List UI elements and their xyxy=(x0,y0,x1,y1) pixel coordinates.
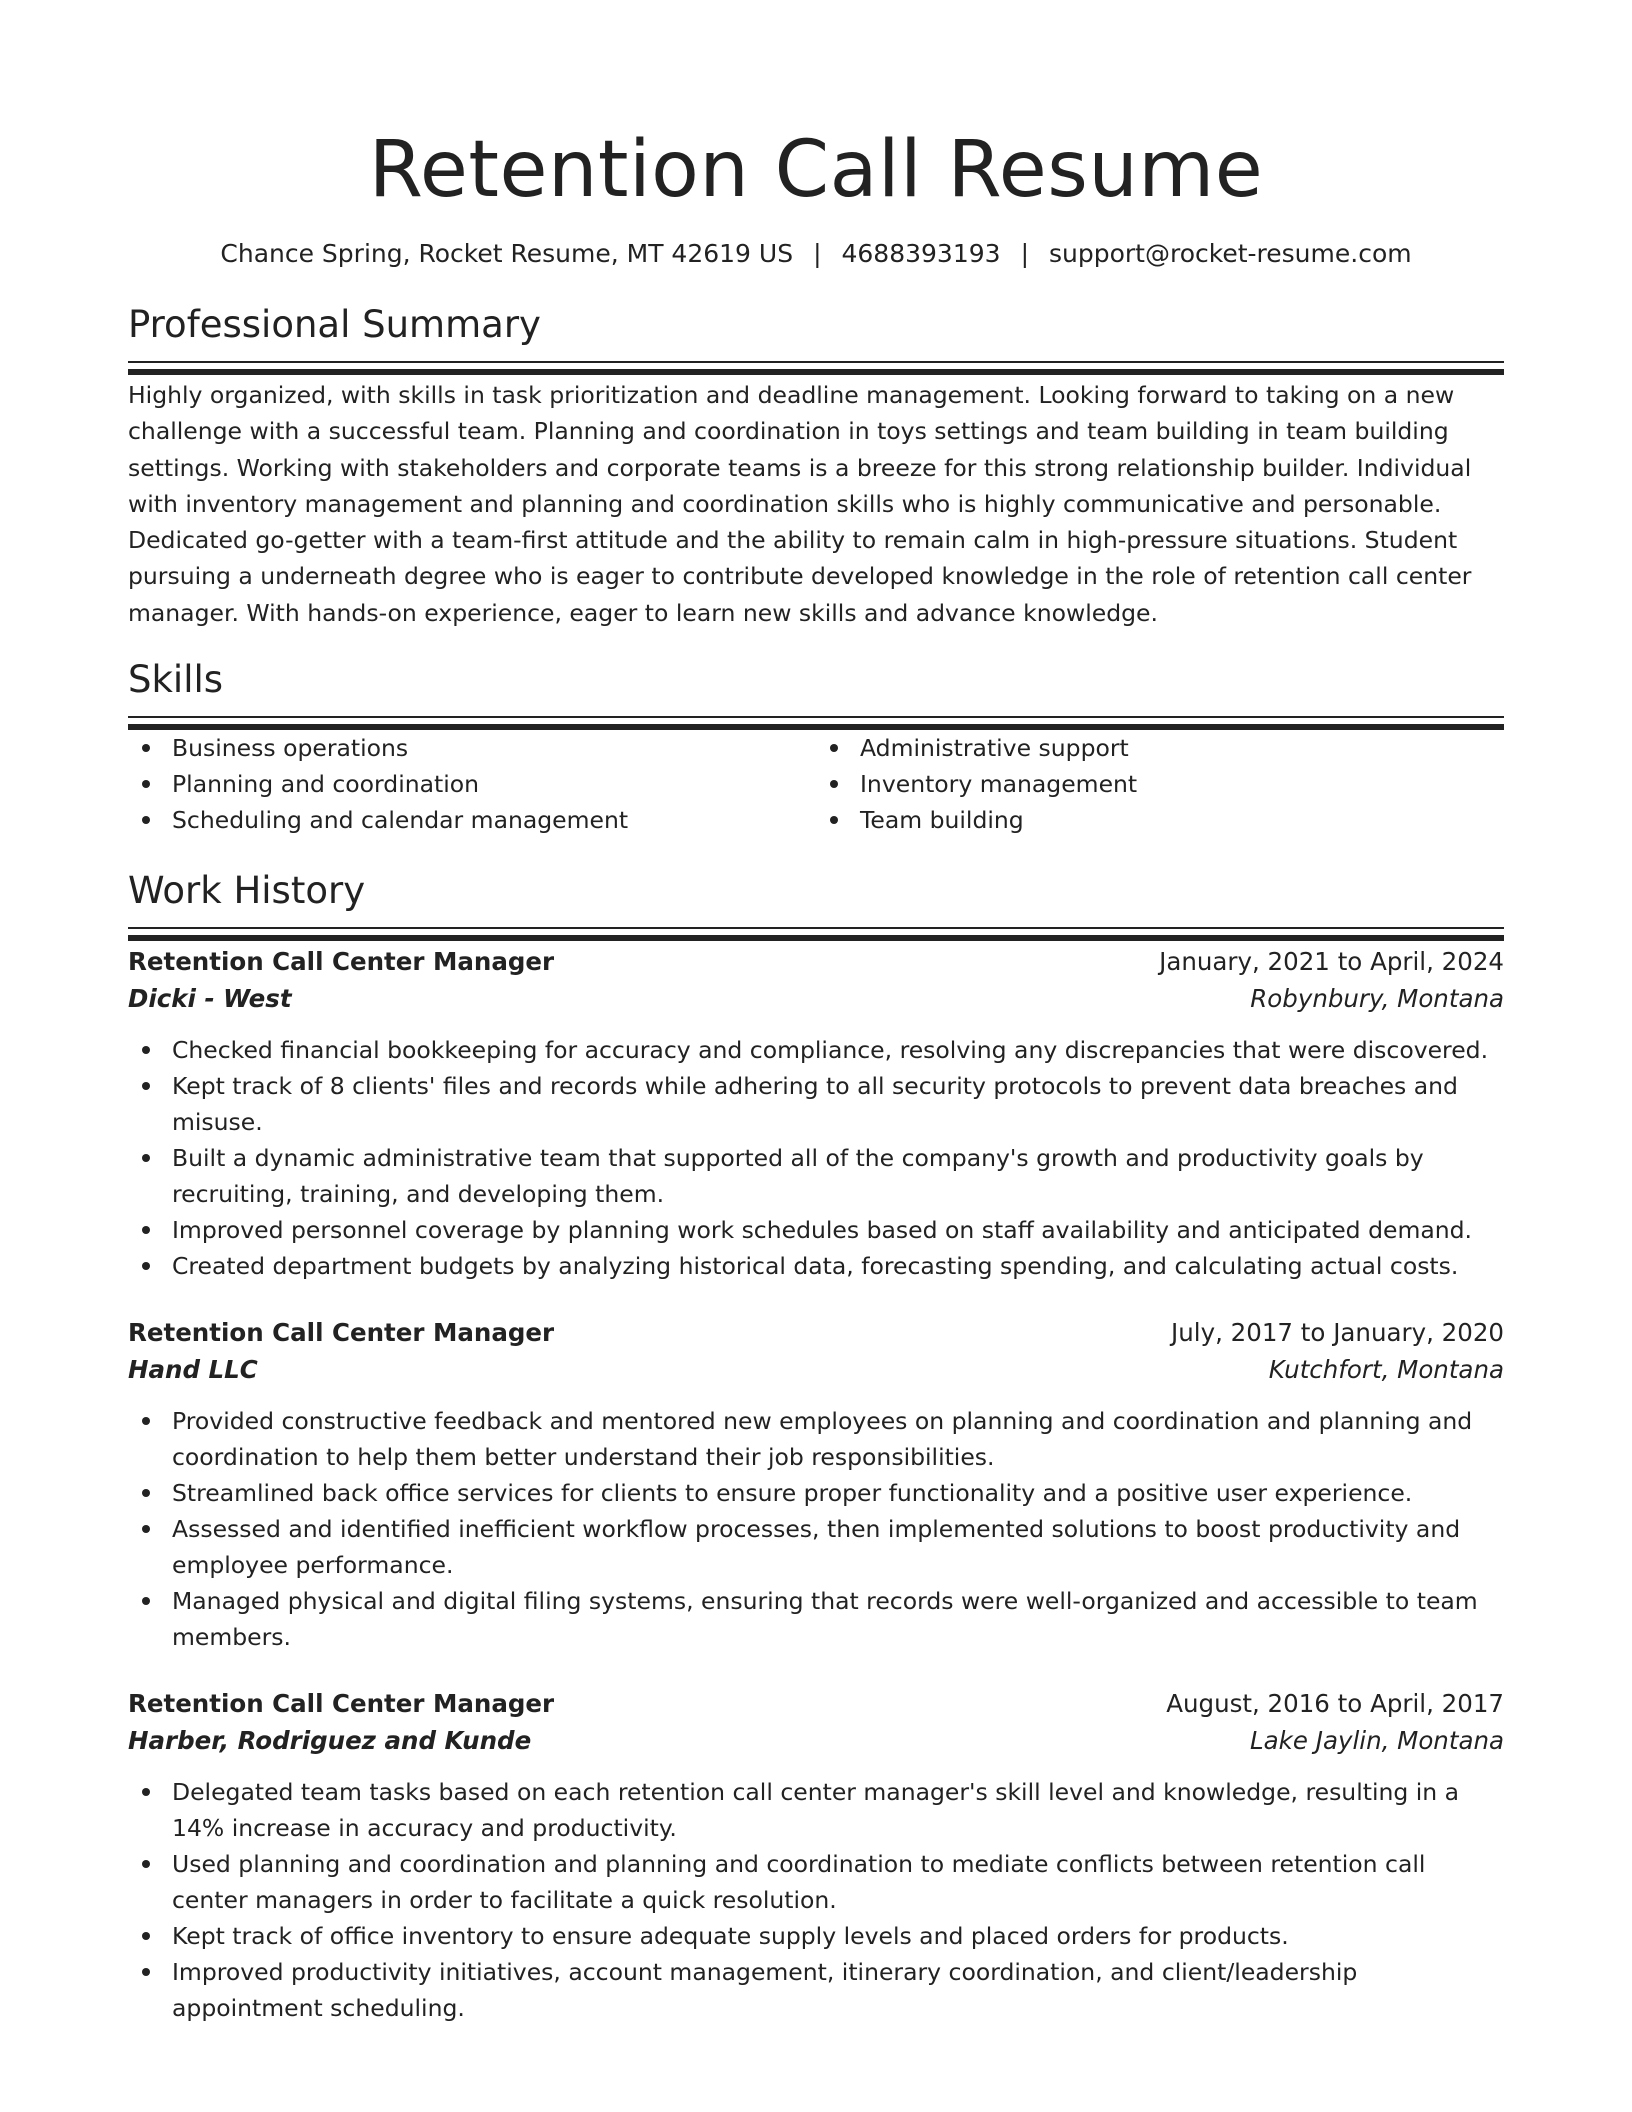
bullet-icon xyxy=(142,1154,150,1162)
bullet-icon xyxy=(142,1932,150,1940)
summary-heading: Professional Summary xyxy=(128,303,541,346)
job-bullet-text: Used planning and coordination and planning and coordination to mediate conflicts between retention call center managers in order to facilitate a quick resolution. xyxy=(172,1850,1426,1915)
section-divider xyxy=(128,927,1504,929)
bullet-icon xyxy=(142,1968,150,1976)
skill-item xyxy=(172,730,816,766)
skill-label: Planning and coordination xyxy=(172,770,480,799)
skill-item xyxy=(172,766,816,802)
job-bullet xyxy=(172,1032,1504,1068)
resume-title: Retention Call Resume xyxy=(368,125,1264,215)
job-bullet xyxy=(172,1475,1504,1511)
job-bullet xyxy=(172,1583,1504,1655)
job-bullet xyxy=(172,1068,1504,1140)
job-header xyxy=(128,943,1504,980)
skill-label: Team building xyxy=(860,806,1024,835)
job-bullet xyxy=(172,1846,1504,1918)
skill-label: Inventory management xyxy=(860,770,1138,799)
bullet-icon xyxy=(142,1417,150,1425)
bullet-icon xyxy=(830,744,838,752)
job-bullet-text: Checked financial bookkeeping for accuracy and compliance, resolving any discrepancies that were discovered. xyxy=(172,1036,1489,1065)
section-divider xyxy=(128,361,1504,363)
job-title: Retention Call Center Manager xyxy=(128,947,555,977)
job-dates: August, 2016 to April, 2017 xyxy=(1166,1689,1504,1719)
skills-grid xyxy=(128,730,1504,838)
job-subheader xyxy=(128,1351,1504,1389)
bullet-icon xyxy=(830,816,838,824)
contact-email[interactable]: support@rocket-resume.com xyxy=(1049,239,1412,268)
skills-column-right xyxy=(816,730,1504,838)
job-company: Harber, Rodriguez and Kunde xyxy=(128,1726,532,1756)
contact-separator: | xyxy=(813,239,822,268)
skill-item xyxy=(860,766,1504,802)
bullet-icon xyxy=(142,744,150,752)
bullet-icon xyxy=(142,780,150,788)
job-bullet-text: Improved personnel coverage by planning work schedules based on staff availability and anticipated demand. xyxy=(172,1216,1473,1245)
section-divider xyxy=(128,716,1504,718)
job-bullet xyxy=(172,1954,1504,2026)
work-heading: Work History xyxy=(128,869,366,913)
contact-line xyxy=(128,238,1504,270)
job-bullet xyxy=(172,1403,1504,1475)
skill-item xyxy=(860,802,1504,838)
job-bullet xyxy=(172,1511,1504,1583)
job-company: Dicki - West xyxy=(128,984,292,1014)
summary-section xyxy=(128,302,1504,631)
job-subheader xyxy=(128,980,1504,1018)
job-bullet-list xyxy=(128,1403,1504,1655)
job-bullet-text: Built a dynamic administrative team that supported all of the company's growth and productivity goals by recruiting, training, and developing them. xyxy=(172,1144,1424,1209)
skill-item xyxy=(172,802,816,838)
contact-separator: | xyxy=(1020,239,1029,268)
job-bullet-list xyxy=(128,1774,1504,2026)
job-bullet-text: Assessed and identified inefficient workflow processes, then implemented solutions to boost productivity and employee performance. xyxy=(172,1515,1461,1580)
bullet-icon xyxy=(142,1226,150,1234)
bullet-icon xyxy=(142,1860,150,1868)
job-bullet xyxy=(172,1918,1504,1954)
job-title: Retention Call Center Manager xyxy=(128,1689,555,1719)
summary-text: Highly organized, with skills in task prioritization and deadline management. Looking forward to taking on a new challenge with a successful team. Planning and coordination in toys settings and team building in team building settings. Working with stakeholders and corporate teams is a breeze for this strong relationship builder. Individual with inventory management and planning and coordination skills who is highly communicative and personable. Dedicated go-getter with a team-first attitude and the ability to remain calm in high-pressure situations. Student pursuing a underneath degree who is eager to contribute developed knowledge in the role of retention call center manager. With hands-on experience, eager to learn new skills and advance knowledge. xyxy=(128,381,1472,627)
job-header xyxy=(128,1314,1504,1351)
job-dates: July, 2017 to January, 2020 xyxy=(1171,1318,1504,1348)
bullet-icon xyxy=(142,1597,150,1605)
bullet-icon xyxy=(142,1788,150,1796)
job-header xyxy=(128,1685,1504,1722)
skills-heading: Skills xyxy=(128,658,224,702)
job-entry xyxy=(128,943,1504,1284)
resume-page xyxy=(128,0,1504,2026)
skill-label: Administrative support xyxy=(860,734,1129,763)
job-subheader xyxy=(128,1722,1504,1760)
bullet-icon xyxy=(142,1525,150,1533)
job-bullet-text: Created department budgets by analyzing historical data, forecasting spending, and calculating actual costs. xyxy=(172,1252,1459,1281)
bullet-icon xyxy=(142,1262,150,1270)
work-section xyxy=(128,868,1504,2026)
job-bullet-text: Kept track of office inventory to ensure adequate supply levels and placed orders for products. xyxy=(172,1922,1289,1951)
bullet-icon xyxy=(142,1046,150,1054)
job-bullet-list xyxy=(128,1032,1504,1284)
contact-address: Chance Spring, Rocket Resume, MT 42619 US xyxy=(220,239,794,268)
job-entry xyxy=(128,1314,1504,1655)
job-bullet-text: Improved productivity initiatives, account management, itinerary coordination, and client/leadership appointment scheduling. xyxy=(172,1958,1358,2023)
contact-phone: 4688393193 xyxy=(841,239,1001,268)
skills-section xyxy=(128,657,1504,838)
job-title: Retention Call Center Manager xyxy=(128,1318,555,1348)
job-company: Hand LLC xyxy=(128,1355,258,1385)
job-bullet-text: Kept track of 8 clients' files and records while adhering to all security protocols to prevent data breaches and misuse. xyxy=(172,1072,1458,1137)
job-bullet xyxy=(172,1140,1504,1212)
bullet-icon xyxy=(142,1489,150,1497)
skill-label: Business operations xyxy=(172,734,409,763)
job-location: Robynbury, Montana xyxy=(1250,984,1504,1014)
job-bullet xyxy=(172,1212,1504,1248)
bullet-icon xyxy=(830,780,838,788)
job-location: Kutchfort, Montana xyxy=(1268,1355,1504,1385)
skill-item xyxy=(860,730,1504,766)
skill-label: Scheduling and calendar management xyxy=(172,806,629,835)
bullet-icon xyxy=(142,816,150,824)
job-bullet-text: Delegated team tasks based on each retention call center manager's skill level and knowledge, resulting in a 14% increase in accuracy and productivity. xyxy=(172,1778,1460,1843)
job-bullet-text: Provided constructive feedback and mentored new employees on planning and coordination and planning and coordination to help them better understand their job responsibilities. xyxy=(172,1407,1473,1472)
job-bullet-text: Managed physical and digital filing systems, ensuring that records were well-organized and accessible to team members. xyxy=(172,1587,1478,1652)
job-bullet-text: Streamlined back office services for clients to ensure proper functionality and a positive user experience. xyxy=(172,1479,1413,1508)
job-dates: January, 2021 to April, 2024 xyxy=(1159,947,1504,977)
job-location: Lake Jaylin, Montana xyxy=(1250,1726,1504,1756)
job-bullet xyxy=(172,1248,1504,1284)
job-bullet xyxy=(172,1774,1504,1846)
bullet-icon xyxy=(142,1082,150,1090)
skills-column-left xyxy=(128,730,816,838)
job-entry xyxy=(128,1685,1504,2026)
